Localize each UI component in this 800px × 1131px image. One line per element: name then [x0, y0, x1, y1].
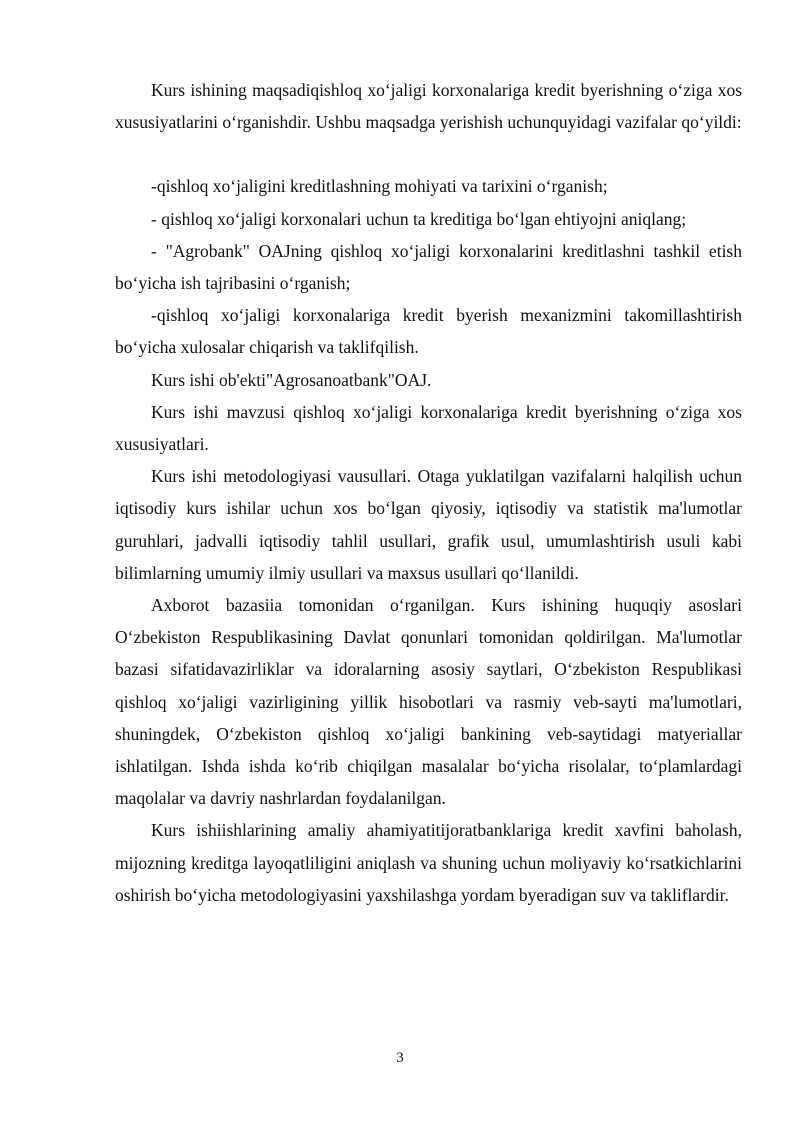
- task-item-4: -qishloq xo‘jaligi korxonalariga kredit byerish mexanizmini takomillashtirish bo‘yicha xulosalar chiqarish va taklifqilish.: [115, 305, 742, 358]
- paragraph-spacer: [115, 138, 742, 170]
- paragraph-subject: Kurs ishi mavzusi qishloq xo‘jaligi korxonalariga kredit byerishning o‘ziga xos xususiyatlari.: [115, 401, 742, 455]
- document-body: [115, 74, 742, 911]
- task-item-1: -qishloq xo‘jaligini kreditlashning mohiyati va tarixini o‘rganish;: [151, 176, 608, 197]
- paragraph-information-base: Axborot bazasiia tomonidan o‘rganilgan. Kurs ishining huquqiy asoslari O‘zbekiston Respublikasining Davlat qonunlari tomonidan qoldirilgan. Ma'lumotlar bazasi sifatidavazirliklar va idoralarning asosiy saytlari, O‘zbekiston Respublikasi qishloq xo‘jaligi vazirligining yillik hisobotlari va rasmiy veb-sayti ma'lumotlari, shuningdek, O‘zbekiston qishloq xo‘jaligi bankining veb-saytidagi matyeriallar ishlatilgan. Ishda ishda ko‘rib chiqilgan masalalar bo‘yicha risolalar, to‘plamlardagi maqolalar va davriy nashrlardan foydalanilgan.: [115, 595, 742, 809]
- paragraph-practical-significance: Kurs ishiishlarining amaliy ahamiyatitijoratbanklariga kredit xavfini baholash, mijozning kreditga layoqatliligini aniqlash va shuning uchun moliyaviy ko‘rsatkichlarini oshirish bo‘yicha metodologiyasini yaxshilashga yordam byeradigan suv va takliflardir.: [115, 820, 742, 905]
- page-number: 3: [396, 1050, 404, 1066]
- task-item-2: - qishloq xo‘jaligi korxonalari uchun ta kreditiga bo‘lgan ehtiyojni aniqlang;: [151, 208, 687, 229]
- paragraph-object: Kurs ishi ob'ekti"Agrosanoatbank"OAJ.: [151, 369, 432, 390]
- task-item-3: - "Agrobank" OAJning qishloq xo‘jaligi korxonalarini kreditlashni tashkil etish bo‘yicha ish tajribasini o‘rganish;: [115, 240, 742, 294]
- paragraph-purpose: Kurs ishining maqsadiqishloq xo‘jaligi korxonalariga kredit byerishning o‘ziga xos xususiyatlarini o‘rganishdir. Ushbu maqsadga yerishish uchunquyidagi vazifalar qo‘yildi:: [115, 80, 742, 133]
- paragraph-methodology: Kurs ishi metodologiyasi vausullari. Otaga yuklatilgan vazifalarni halqilish uchun iqtisodiy kurs ishilar uchun xos bo‘lgan qiyosiy, iqtisodiy va statistik ma'lumotlar guruhlari, jadvalli iqtisodiy tahlil usullari, grafik usul, umumlashtirish usuli kabi bilimlarning umumiy ilmiy usullari va maxsus usullari qo‘llanildi.: [115, 466, 742, 583]
